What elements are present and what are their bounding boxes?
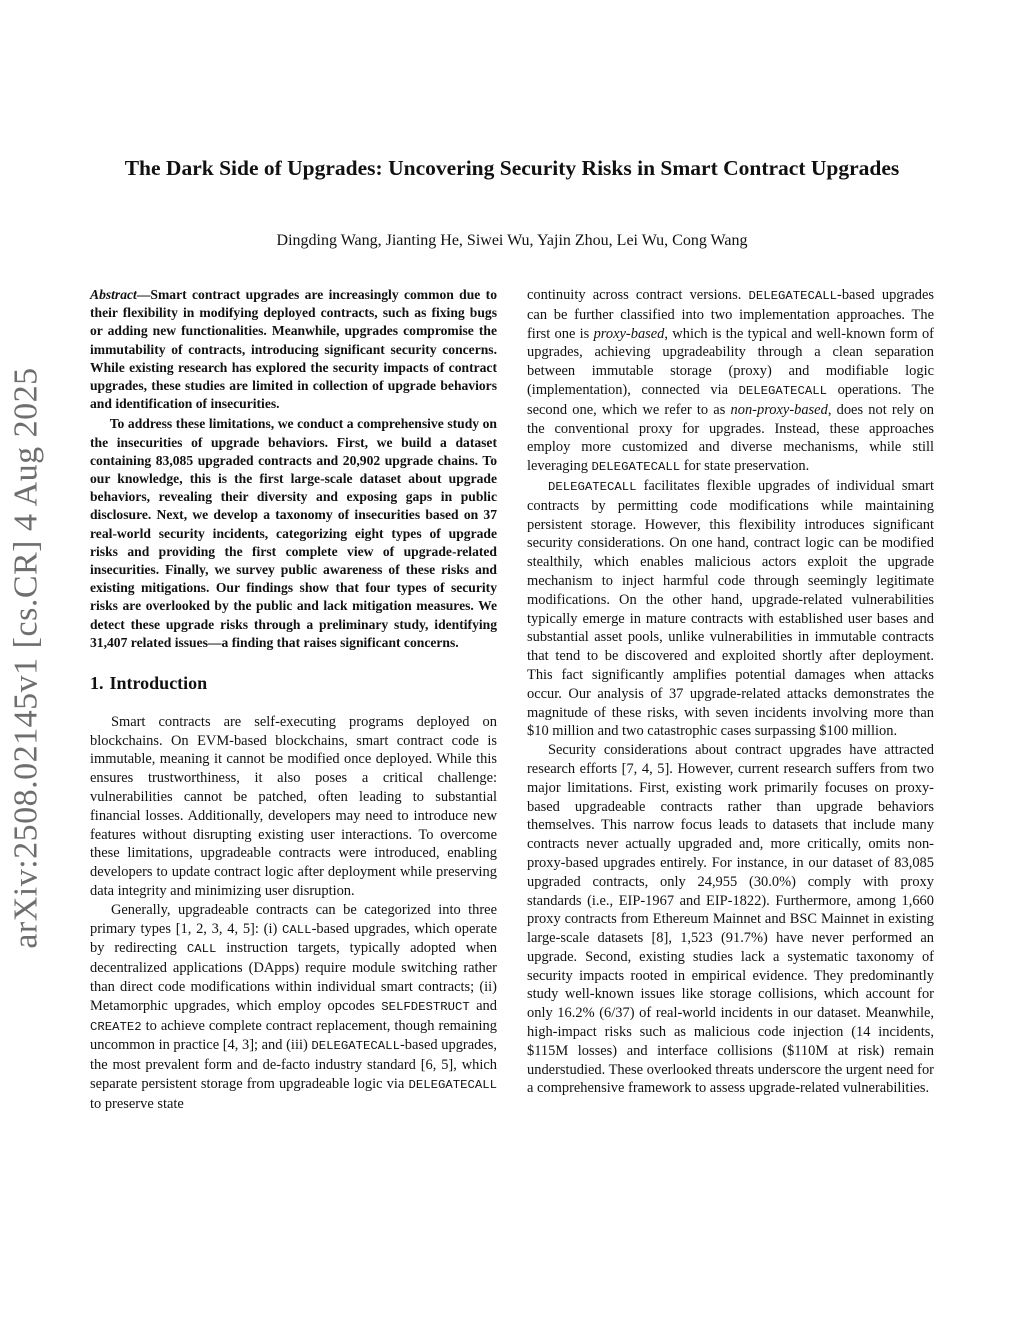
intro-paragraph-2: Generally, upgradeable contracts can be categorized into three primary types [1, 2, 3, 4, 5]: (i) CALL-based upgrades, which operate by redirecting CALL instruction targets, typically adopted when decentralized applications (DApps) require module switching rather than direct code modifications within individual smart contracts; (ii) Metamorphic upgrades, which employ opcodes SELFDESTRUCT and CREATE2 to achieve complete contract replacement, though remaining uncommon in practice [4, 3]; and (iii) DELEGATECALL-based upgrades, the most prevalent form and de-facto industry standard [6, 5], which separate persistent storage from upgradeable logic via DELEGATECALL to preserve state bbox=[90, 901, 498, 1112]
intro-paragraph-2-continued: continuity across contract versions. DELEGATECALL-based upgrades can be further classified into two implementation approaches. The first one is proxy-based, which is the typical and well-known form of upgrades, achieving upgradeability through a clean separation between immutable storage (proxy) and modifiable logic (implementation), connected via DELEGATECALL operations. The second one, which we refer to as non-proxy-based, does not rely on the conventional proxy for upgrades. Instead, these approaches employ more customized and diverse mechanisms, while still leveraging DELEGATECALL for state preservation. bbox=[527, 287, 934, 475]
abstract-paragraph-1 bbox=[90, 286, 497, 413]
section-title: Introduction bbox=[109, 673, 208, 694]
introduction-body-left bbox=[90, 713, 497, 1114]
right-column bbox=[527, 286, 934, 1098]
abstract-text-1: —Smart contract upgrades are increasingly common due to their flexibility in modifying deployed contracts, such as fixing bugs or adding new functionalities. Meanwhile, upgrades compromise the immutability of contracts, introducing significant security concerns. While existing research has explored the security impacts of contract upgrades, these studies are limited in collection of upgrade behaviors and identification of insecurities. bbox=[90, 287, 497, 412]
arxiv-identifier-text: arXiv:2508.02145v1 [cs.CR] 4 Aug 2025 bbox=[8, 367, 46, 949]
introduction-body-right bbox=[527, 286, 934, 1098]
intro-paragraph-4: Security considerations about contract upgrades have attracted research efforts [7, 4, 5]. However, current research suffers from two major limitations. First, existing work primarily focuses on proxy-based upgradeable contracts rather than upgrade behaviors themselves. This narrow focus leads to datasets that include many contracts never actually upgraded and, more critically, omits non-proxy-based upgrades entirely. For instance, in our dataset of 83,085 upgraded contracts, only 24,955 (30.0%) comply with proxy standards (i.e., EIP-1967 and EIP-1822). Furthermore, among 1,660 proxy contracts from Ethereum Mainnet and BSC Mainnet in existing large-scale datasets [8], 1,523 (91.7%) have never performed an upgrade. Second, existing studies lack a systematic taxonomy of security impacts rooted in empirical evidence. They predominantly study well-known issues like storage collisions, which account for only 16.2% (6/37) of real-world incidents in our dataset. Meanwhile, high-impact risks such as malicious code injection (14 incidents, $115M losses) and interface collisions ($110M at risk) remain understudied. These overlooked threats underscore the urgent need for a comprehensive framework to assess upgrade-related vulnerabilities. bbox=[527, 742, 934, 1097]
left-column bbox=[90, 286, 497, 1114]
section-heading-introduction bbox=[90, 674, 497, 693]
intro-paragraph-1: Smart contracts are self-executing programs deployed on blockchains. On EVM-based blockchains, smart contract code is immutable, meaning it cannot be modified once deployed. While this ensures trustworthiness, it also poses a critical challenge: vulnerabilities cannot be patched, often leading to substantial financial losses. Additionally, developers may need to introduce new features without disrupting existing user interactions. To overcome these limitations, upgradeable contracts were introduced, enabling developers to update contract logic after deployment while preserving data integrity and minimizing user disruption. bbox=[90, 713, 497, 900]
intro-paragraph-3: DELEGATECALL facilitates flexible upgrades of individual smart contracts by permitting code modifications while maintaining persistent storage. However, this flexibility introduces significant security considerations. On one hand, contract logic can be modified stealthily, which enables malicious actors exploit the upgrade mechanism to inject harmful code through seemingly legitimate modifications. On the other hand, upgrade-related vulnerabilities typically emerge in mature contracts with established user bases and substantial asset pools, unlike vulnerabilities in immutable contracts that tend to be discovered and exploited shortly after deployment. This fact significantly amplifies potential damages when attacks occur. Our analysis of 37 upgrade-related attacks demonstrates the magnitude of these risks, with seven incidents involving more than $10 million and two catastrophic cases surpassing $100 million. bbox=[527, 477, 934, 740]
paper-title: The Dark Side of Upgrades: Uncovering Security Risks in Smart Contract Upgrades bbox=[124, 156, 900, 180]
abstract-paragraph-2: To address these limitations, we conduct a comprehensive study on the insecurities of upgrade behaviors. First, we build a dataset containing 83,085 upgraded contracts and 20,902 upgrade chains. To our knowledge, this is the first large-scale dataset about upgrade behaviors, revealing their diversity and exposing gaps in public disclosure. Next, we develop a taxonomy of insecurities based on 37 real-world security incidents, categorizing eight types of upgrade risks and providing the first complete view of upgrade-related insecurities. Finally, we survey public awareness of these risks and existing mitigations. Our findings show that four types of security risks are overlooked by the public and lack mitigation measures. We detect these upgrade risks through a preliminary study, identifying 31,407 related issues—a finding that raises significant concerns. bbox=[90, 416, 497, 650]
section-number: 1. bbox=[90, 673, 104, 694]
abstract-label: Abstract bbox=[90, 287, 137, 302]
paper-authors: Dingding Wang, Jianting He, Siwei Wu, Yajin Zhou, Lei Wu, Cong Wang bbox=[276, 232, 748, 249]
arxiv-identifier-stamp bbox=[2, 367, 52, 949]
abstract bbox=[90, 286, 497, 652]
